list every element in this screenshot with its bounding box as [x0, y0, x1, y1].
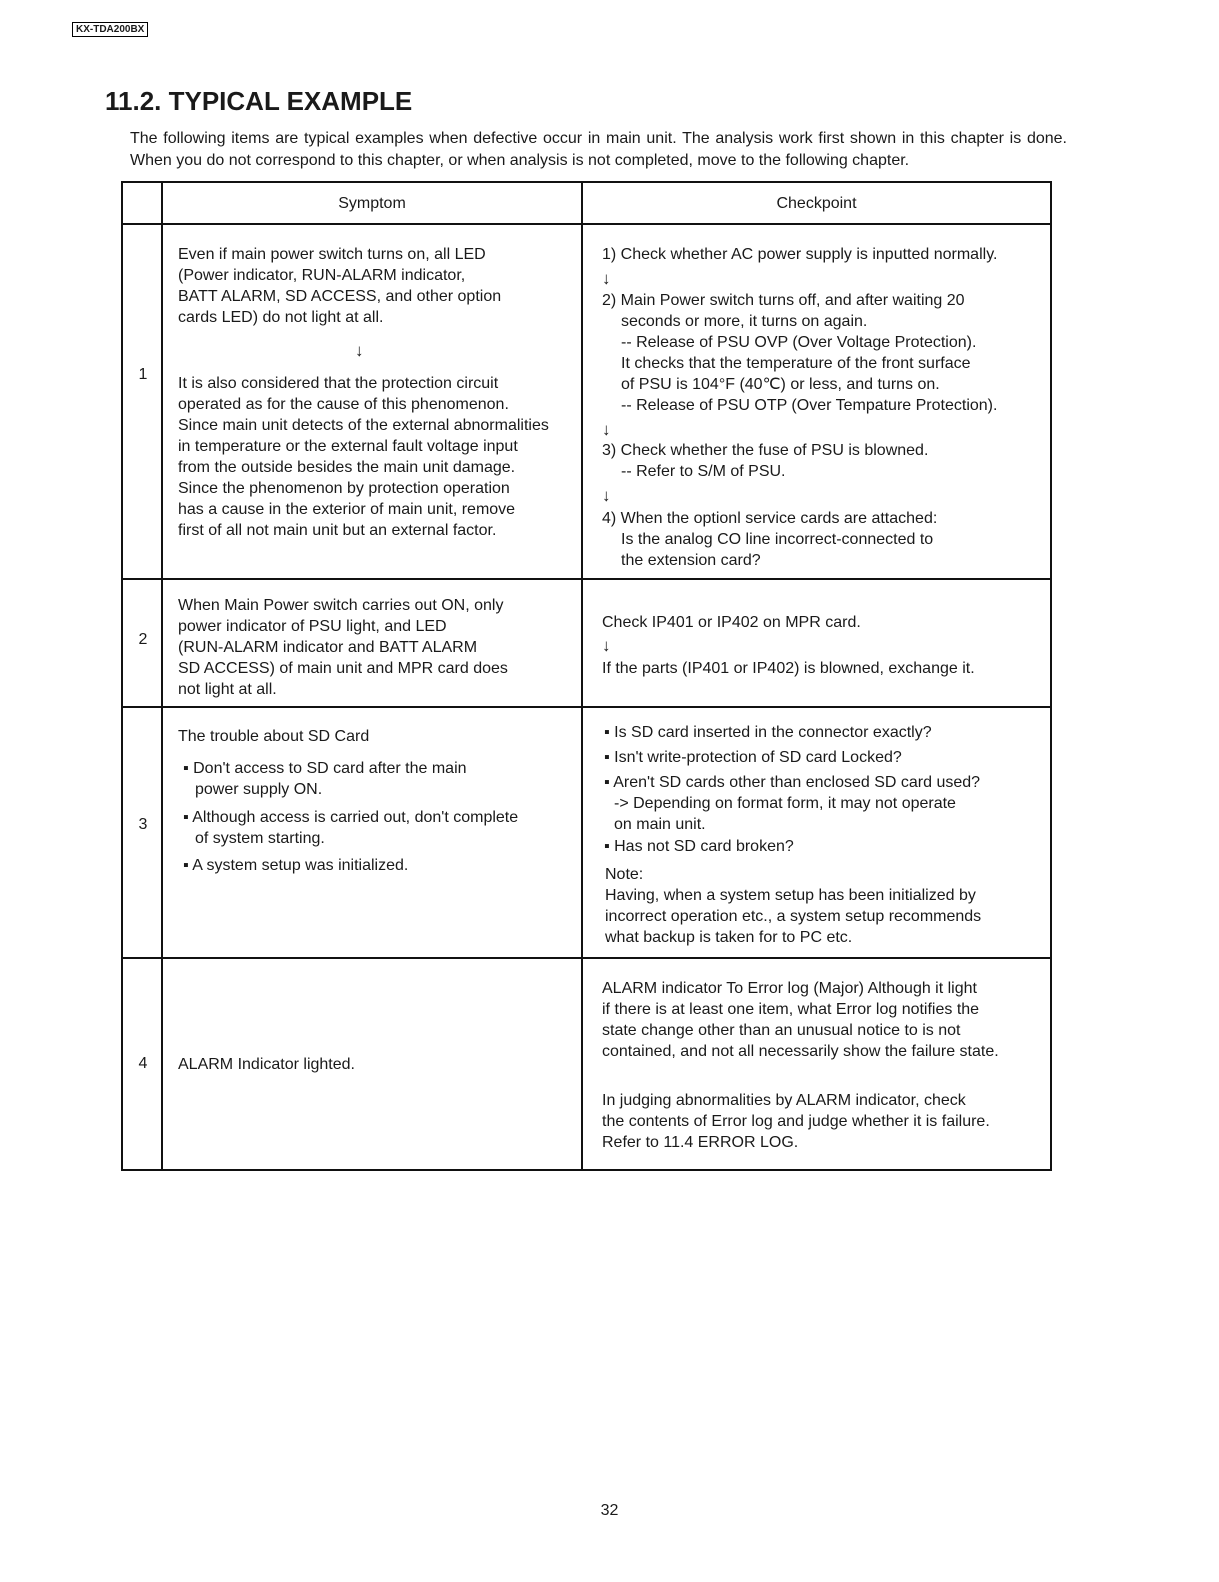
header-symptom: Symptom	[338, 195, 406, 212]
symptom-bullet: ▪ Although access is carried out, don't complete of system starting.	[183, 809, 519, 847]
checkpoint-step: 2) Main Power switch turns off, and after waiting 20 seconds or more, it turns on again. -- Release of PSU OVP (Over Voltage Protection). It checks that the temperature of the front surface of PSU is 104°F (40℃) or less, and turns on. -- Release of PSU OTP (Over Tempature Protection).	[602, 292, 998, 414]
checkpoint-bullet: ▪ Isn't write-protection of SD card Locked?	[604, 749, 902, 766]
row-divider	[123, 706, 1050, 708]
symptom-text: ALARM Indicator lighted.	[178, 1056, 355, 1073]
symptom-bullet: ▪ Don't access to SD card after the main power supply ON.	[183, 760, 467, 798]
model-label: KX-TDA200BX	[72, 22, 148, 37]
column-divider	[161, 183, 163, 1169]
row-divider	[123, 578, 1050, 580]
row-number: 4	[138, 1055, 148, 1072]
checkpoint-text: In judging abnormalities by ALARM indicator, check the contents of Error log and judge whether it is failure. Refer to 11.4 ERROR LOG.	[602, 1092, 990, 1151]
row-divider	[123, 957, 1050, 959]
symptom-text: Even if main power switch turns on, all LED (Power indicator, RUN-ALARM indicator, BATT ALARM, SD ACCESS, and other option cards LED) do not light at all.	[178, 246, 502, 326]
checkpoint-bullet: ▪ Aren't SD cards other than enclosed SD card used? -> Depending on format form, it may not operate on main unit.	[604, 774, 981, 833]
page-number: 32	[600, 1502, 619, 1519]
section-title: 11.2. TYPICAL EXAMPLE	[105, 86, 413, 116]
checkpoint-step: 4) When the optionl service cards are attached: Is the analog CO line incorrect-connected to the extension card?	[602, 510, 938, 569]
intro-paragraph: The following items are typical examples when defective occur in main unit. The analysis work first shown in this chapter is done. When you do not correspond to this chapter, or when analysis is not completed, move to the following chapter.	[130, 130, 1067, 169]
row-divider	[123, 223, 1050, 225]
symptom-text: When Main Power switch carries out ON, only power indicator of PSU light, and LED (RUN-ALARM indicator and BATT ALARM SD ACCESS) of main unit and MPR card does not light at all.	[178, 597, 508, 698]
row-number: 2	[138, 631, 148, 648]
down-arrow-icon: ↓	[602, 636, 611, 655]
checkpoint-step: 1) Check whether AC power supply is inputted normally.	[602, 246, 998, 263]
row-number: 3	[138, 816, 148, 833]
header-checkpoint: Checkpoint	[776, 195, 857, 212]
checkpoint-step: Check IP401 or IP402 on MPR card.	[602, 614, 861, 631]
checkpoint-bullet: ▪ Is SD card inserted in the connector exactly?	[604, 724, 932, 741]
symptom-text: It is also considered that the protection circuit operated as for the cause of this phenomenon. Since main unit detects of the external abnormalities in temperature or the external fault voltage input from the outside besides the main unit damage. Since the phenomenon by protection operation has a cause in the exterior of main unit, remove first of all not main unit but an external factor.	[178, 375, 549, 539]
checkpoint-step: If the parts (IP401 or IP402) is blowned, exchange it.	[602, 660, 975, 677]
checkpoint-bullet: ▪ Has not SD card broken?	[604, 838, 794, 855]
symptom-title: The trouble about SD Card	[178, 728, 370, 745]
column-divider	[581, 183, 583, 1169]
troubleshooting-table	[121, 181, 1052, 1171]
down-arrow-icon: ↓	[602, 420, 611, 439]
checkpoint-step: 3) Check whether the fuse of PSU is blowned. -- Refer to S/M of PSU.	[602, 442, 929, 480]
down-arrow-icon: ↓	[602, 486, 611, 505]
note-label: Note:	[605, 866, 644, 883]
down-arrow-icon: ↓	[602, 269, 611, 288]
row-number: 1	[138, 366, 148, 383]
symptom-bullet: ▪ A system setup was initialized.	[183, 857, 409, 874]
down-arrow-icon: ↓	[355, 341, 364, 360]
note-text: Having, when a system setup has been initialized by incorrect operation etc., a system setup recommends what backup is taken for to PC etc.	[605, 887, 982, 946]
checkpoint-text: ALARM indicator To Error log (Major) Although it light if there is at least one item, what Error log notifies the state change other than an unusual notice to is not contained, and not all necessarily show the failure state.	[602, 980, 999, 1060]
